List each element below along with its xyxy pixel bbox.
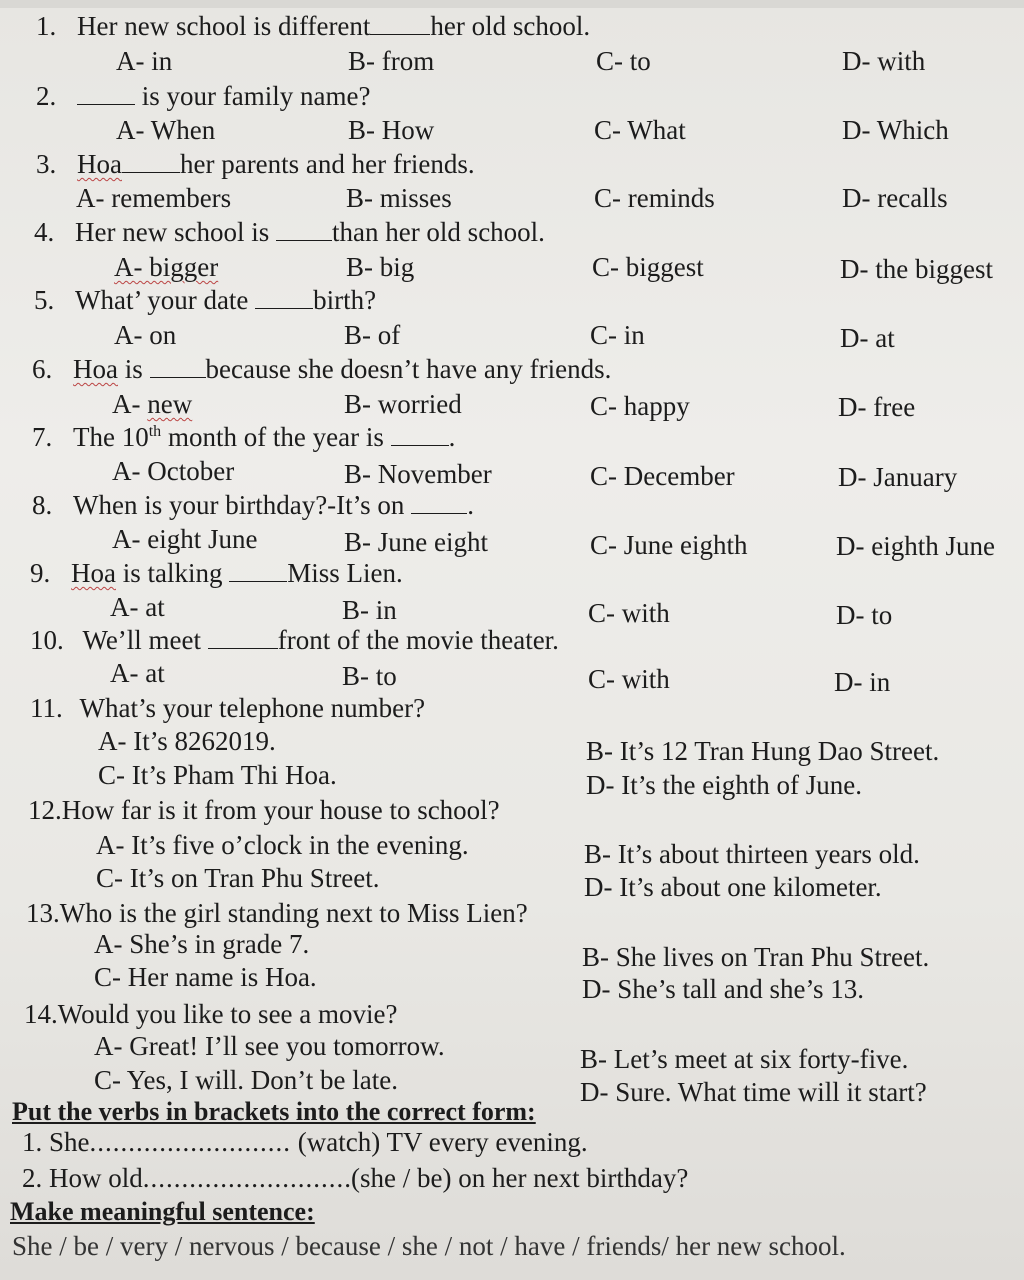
question-number: 3. bbox=[36, 149, 57, 179]
option-b[interactable]: B- of bbox=[344, 320, 401, 350]
option-d[interactable]: D- It’s about one kilometer. bbox=[584, 872, 882, 902]
question-text-end: because she doesn’t have any friends. bbox=[205, 354, 612, 384]
question-number: 13. bbox=[26, 898, 60, 928]
option-b[interactable]: B- She lives on Tran Phu Street. bbox=[582, 942, 930, 972]
verb-item-lead: 2. How old bbox=[22, 1163, 143, 1193]
option-c[interactable]: C- December bbox=[590, 461, 735, 491]
question-10 bbox=[30, 624, 559, 656]
question-12 bbox=[28, 794, 500, 826]
option-b[interactable]: B- big bbox=[346, 252, 415, 282]
option-a[interactable]: A- October bbox=[112, 456, 235, 486]
question-6 bbox=[32, 353, 611, 385]
question-number: 8. bbox=[32, 490, 53, 520]
question-number: 2. bbox=[36, 81, 57, 111]
hoa-word: Hoa bbox=[71, 558, 116, 588]
question-text-end: than her old school. bbox=[331, 217, 545, 247]
option-d[interactable]: D- It’s the eighth of June. bbox=[586, 770, 862, 800]
question-number: 7. bbox=[32, 422, 53, 452]
option-a[interactable]: A- remembers bbox=[76, 183, 232, 213]
question-text: The 10th month of the year is bbox=[73, 422, 384, 452]
question-1 bbox=[36, 10, 590, 42]
option-c[interactable]: C- with bbox=[588, 598, 670, 628]
answer-blank[interactable] bbox=[77, 82, 135, 105]
option-d[interactable]: D- recalls bbox=[842, 183, 948, 213]
option-d[interactable]: D- Sure. What time will it start? bbox=[580, 1077, 927, 1107]
question-text-end: . bbox=[467, 490, 474, 520]
question-text: is your family name? bbox=[141, 81, 371, 111]
section-verbs-title: Put the verbs in brackets into the correct form: bbox=[12, 1097, 536, 1126]
section-sentence-title: Make meaningful sentence: bbox=[10, 1197, 315, 1226]
question-14 bbox=[24, 998, 398, 1030]
answer-blank[interactable] bbox=[255, 286, 313, 309]
option-b[interactable]: B- It’s 12 Tran Hung Dao Street. bbox=[586, 736, 940, 766]
option-d[interactable]: D- the biggest bbox=[840, 254, 993, 284]
option-a[interactable]: A- When bbox=[116, 115, 216, 145]
question-number: 9. bbox=[30, 558, 51, 588]
question-text-end: birth? bbox=[313, 285, 377, 315]
option-d[interactable]: D- with bbox=[842, 46, 926, 76]
option-c[interactable]: C- What bbox=[594, 115, 686, 145]
answer-blank[interactable] bbox=[122, 150, 180, 173]
option-a[interactable]: A- new bbox=[112, 389, 193, 419]
verb-item-tail: (watch) TV every evening. bbox=[291, 1127, 588, 1157]
verb-item-1 bbox=[22, 1126, 588, 1158]
question-number: 1. bbox=[36, 11, 57, 41]
option-c[interactable]: C- in bbox=[590, 320, 645, 350]
question-text: What’ your date bbox=[75, 285, 249, 315]
question-text-end: front of the movie theater. bbox=[277, 625, 559, 655]
option-d[interactable]: D- January bbox=[838, 462, 958, 492]
question-text-end: her parents and her friends. bbox=[179, 149, 475, 179]
option-c[interactable]: C- reminds bbox=[594, 183, 715, 213]
question-text-end: Miss Lien. bbox=[287, 558, 403, 588]
question-text: Her new school is bbox=[75, 217, 270, 247]
question-text: Hoa is bbox=[73, 354, 143, 384]
option-b[interactable]: B- in bbox=[342, 595, 397, 625]
question-text: Hoa bbox=[77, 149, 122, 179]
option-a[interactable] bbox=[114, 251, 218, 283]
option-c[interactable]: C- with bbox=[588, 664, 670, 694]
question-text: Hoa is talking bbox=[71, 558, 223, 588]
option-b[interactable]: B- from bbox=[348, 46, 435, 76]
option-a[interactable]: A- It’s 8262019. bbox=[98, 726, 276, 756]
question-text: When is your birthday?-It’s on bbox=[73, 490, 405, 520]
question-8 bbox=[32, 489, 474, 521]
question-number: 11. bbox=[30, 693, 63, 723]
option-b[interactable]: B- misses bbox=[346, 183, 452, 213]
option-d[interactable]: D- She’s tall and she’s 13. bbox=[582, 974, 864, 1004]
sentence-prompt: She / be / very / nervous / because / she / not / have / friends/ her new school. bbox=[12, 1231, 846, 1261]
question-text: What’s your telephone number? bbox=[79, 693, 426, 723]
question-9 bbox=[30, 557, 403, 589]
option-c[interactable]: C- to bbox=[596, 46, 651, 76]
option-a[interactable]: A- Great! I’ll see you tomorrow. bbox=[94, 1031, 445, 1061]
question-number: 10. bbox=[30, 625, 64, 655]
question-text: Her new school is different bbox=[77, 11, 371, 41]
answer-blank[interactable] bbox=[208, 626, 278, 649]
question-text: How far is it from your house to school? bbox=[61, 795, 500, 825]
answer-blank[interactable] bbox=[411, 491, 467, 514]
question-5 bbox=[34, 284, 376, 316]
option-a[interactable]: A- She’s in grade 7. bbox=[94, 929, 310, 959]
question-number: 14. bbox=[24, 999, 58, 1029]
question-number: 5. bbox=[34, 285, 55, 315]
option-b[interactable]: B- How bbox=[348, 115, 435, 145]
option-b[interactable]: B- June eight bbox=[344, 527, 488, 557]
answer-blank[interactable] bbox=[276, 218, 332, 241]
verb-item-lead: 1. She bbox=[22, 1127, 90, 1157]
option-c[interactable]: C- biggest bbox=[592, 252, 704, 282]
option-a-word: new bbox=[147, 389, 193, 419]
answer-blank[interactable] bbox=[150, 355, 206, 378]
option-a[interactable]: A- on bbox=[114, 320, 177, 350]
option-a[interactable]: A- at bbox=[110, 658, 165, 688]
answer-blank[interactable] bbox=[370, 12, 430, 35]
question-7 bbox=[32, 421, 455, 453]
option-b[interactable]: B- worried bbox=[344, 389, 462, 419]
option-a[interactable]: A- eight June bbox=[112, 524, 258, 554]
verb-item-2 bbox=[22, 1162, 688, 1194]
question-4 bbox=[34, 216, 545, 248]
option-c[interactable]: C- It’s on Tran Phu Street. bbox=[96, 863, 380, 893]
answer-dots[interactable]: .......................... bbox=[142, 1163, 345, 1193]
question-2 bbox=[36, 80, 370, 112]
question-11 bbox=[30, 692, 425, 724]
question-3 bbox=[36, 148, 475, 180]
option-c[interactable]: C- It’s Pham Thi Hoa. bbox=[98, 760, 337, 790]
option-a[interactable]: A- in bbox=[116, 46, 173, 76]
option-d[interactable]: D- to bbox=[836, 600, 893, 630]
answer-dots[interactable]: .......................... bbox=[89, 1127, 291, 1157]
question-number: 12. bbox=[28, 795, 62, 825]
answer-blank[interactable] bbox=[391, 423, 449, 446]
option-a-text: A- bigger bbox=[114, 252, 219, 282]
question-text-end: . bbox=[448, 422, 456, 452]
option-a[interactable]: A- at bbox=[110, 592, 165, 622]
option-d[interactable]: D- Which bbox=[842, 115, 949, 145]
option-c[interactable]: C- Her name is Hoa. bbox=[94, 962, 317, 992]
question-text: Would you like to see a movie? bbox=[57, 999, 398, 1029]
hoa-word: Hoa bbox=[73, 354, 118, 384]
option-d[interactable]: D- at bbox=[840, 323, 895, 353]
option-b[interactable]: B- Let’s meet at six forty-five. bbox=[580, 1044, 909, 1074]
question-text: Who is the girl standing next to Miss Lien? bbox=[59, 898, 528, 928]
option-c[interactable]: C- Yes, I will. Don’t be late. bbox=[94, 1065, 398, 1095]
option-d[interactable]: D- eighth June bbox=[836, 531, 995, 561]
question-13 bbox=[26, 897, 528, 929]
question-number: 6. bbox=[32, 354, 53, 384]
option-c[interactable]: C- June eighth bbox=[590, 530, 748, 560]
option-b[interactable]: B- to bbox=[342, 661, 397, 691]
question-number: 4. bbox=[34, 217, 55, 247]
option-d[interactable]: D- in bbox=[834, 667, 891, 697]
option-c[interactable]: C- happy bbox=[590, 391, 690, 421]
option-b[interactable]: B- It’s about thirteen years old. bbox=[584, 839, 920, 869]
option-a[interactable]: A- It’s five o’clock in the evening. bbox=[96, 830, 469, 860]
question-text-end: her old school. bbox=[430, 11, 591, 41]
option-b[interactable]: B- November bbox=[344, 459, 492, 489]
answer-blank[interactable] bbox=[229, 559, 287, 582]
option-d[interactable]: D- free bbox=[838, 392, 916, 422]
question-text: We’ll meet bbox=[82, 625, 202, 655]
verb-item-tail: .(she / be) on her next birthday? bbox=[344, 1163, 689, 1193]
